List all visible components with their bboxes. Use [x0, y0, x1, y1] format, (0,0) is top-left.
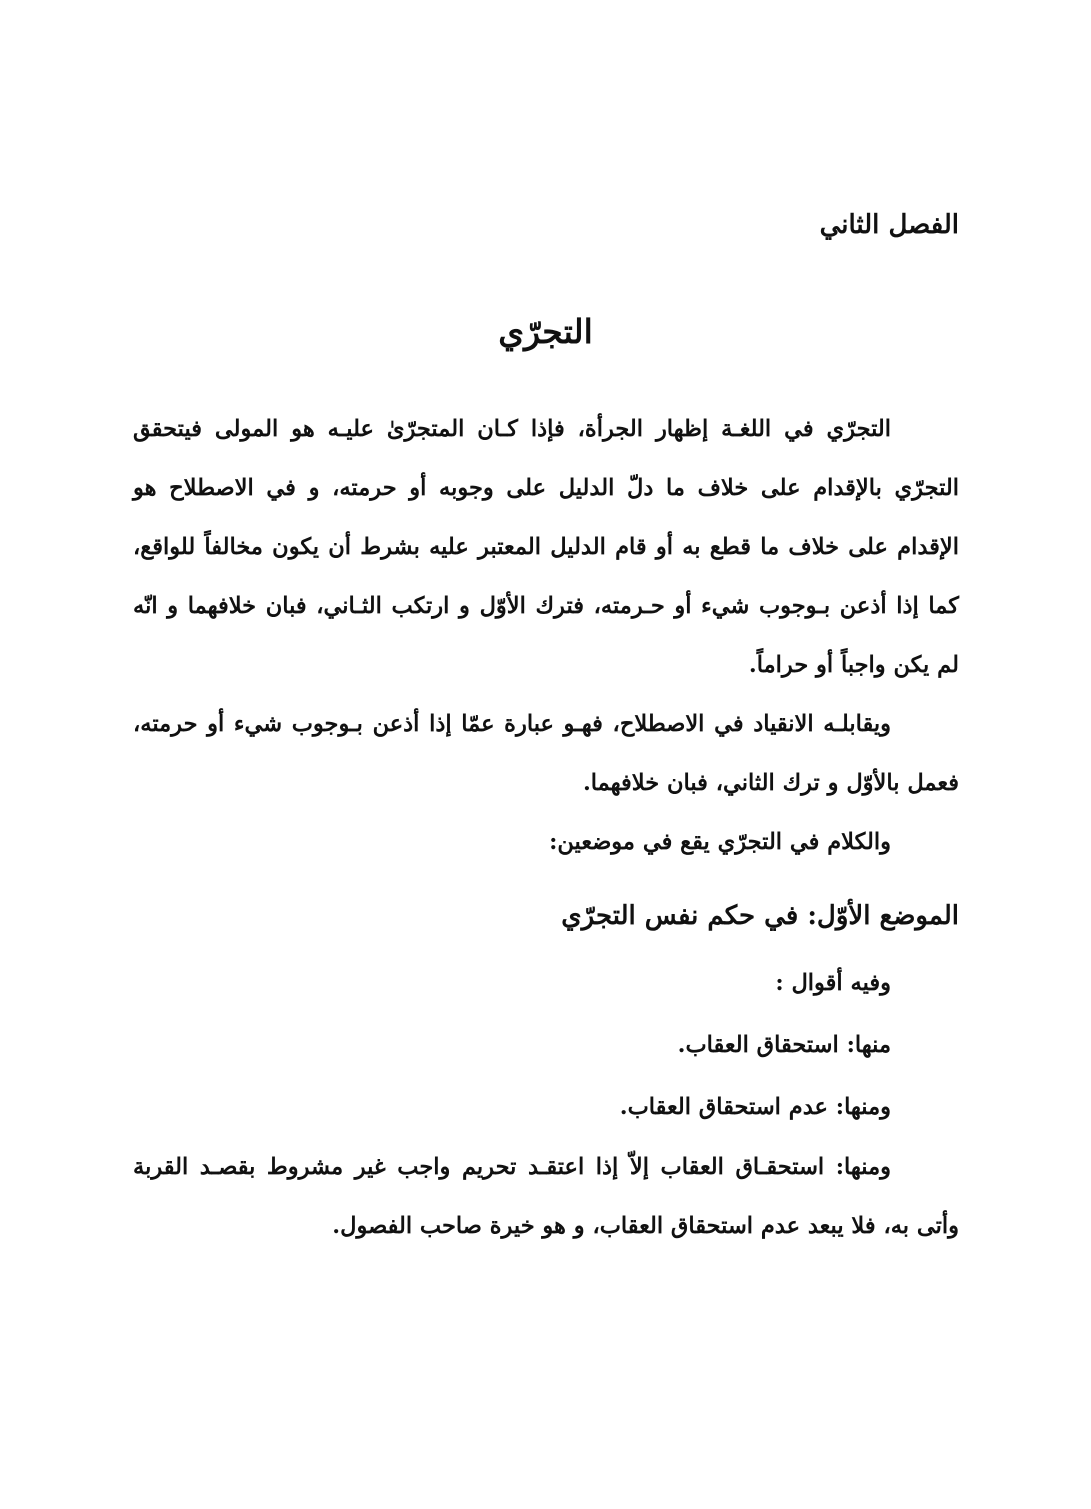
list-item: ومنها: عدم استحقاق العقاب.	[619, 1094, 891, 1120]
paragraph-two-topics: والكلام في التجرّي يقع في موضعين:	[549, 829, 891, 855]
section-intro: وفيه أقوال :	[775, 970, 891, 996]
list-item: ومنها: استحقـاق العقاب إلاّ إذا اعتقـد تحريم واجب غير مشروط بقصـد القربة وأتى به، فلا يبعد عدم استحقاق العقاب، و هو خيرة صاحب الفصول.	[133, 1154, 959, 1239]
list-item: منها: استحقاق العقاب.	[677, 1032, 891, 1058]
document-body	[133, 400, 959, 1256]
chapter-label: الفصل الثاني	[819, 210, 959, 240]
paragraph-inqiyad: ويقابلـه الانقياد في الاصطلاح، فهـو عبارة عمّا إذا أذعن بـوجوب شيء أو حرمته، فعمل بالأوّل و ترك الثاني، فبان خلافهما.	[133, 711, 959, 796]
paragraph-definition: التجرّي في اللغـة إظهار الجرأة، فإذا كـان المتجرّىٰ عليـه هو المولى فيتحقق التجرّي بالإقدام على خلاف ما دلّ الدليل على وجوبه أو حرمته، و في الاصطلاح هو الإقدام على خلاف ما قطع به أو قام الدليل المعتبر عليه بشرط أن يكون مخالفاً للواقع، كما إذا أذعن بـوجوب شيء أو حـرمته، فترك الأوّل و ارتكب الثـاني، فبان خلافهما و انّه لم يكن واجباً أو حراماً.	[133, 416, 959, 678]
chapter-title: التجرّي	[498, 312, 593, 351]
section-heading: الموضع الأوّل: في حكم نفس التجرّي	[561, 901, 959, 931]
